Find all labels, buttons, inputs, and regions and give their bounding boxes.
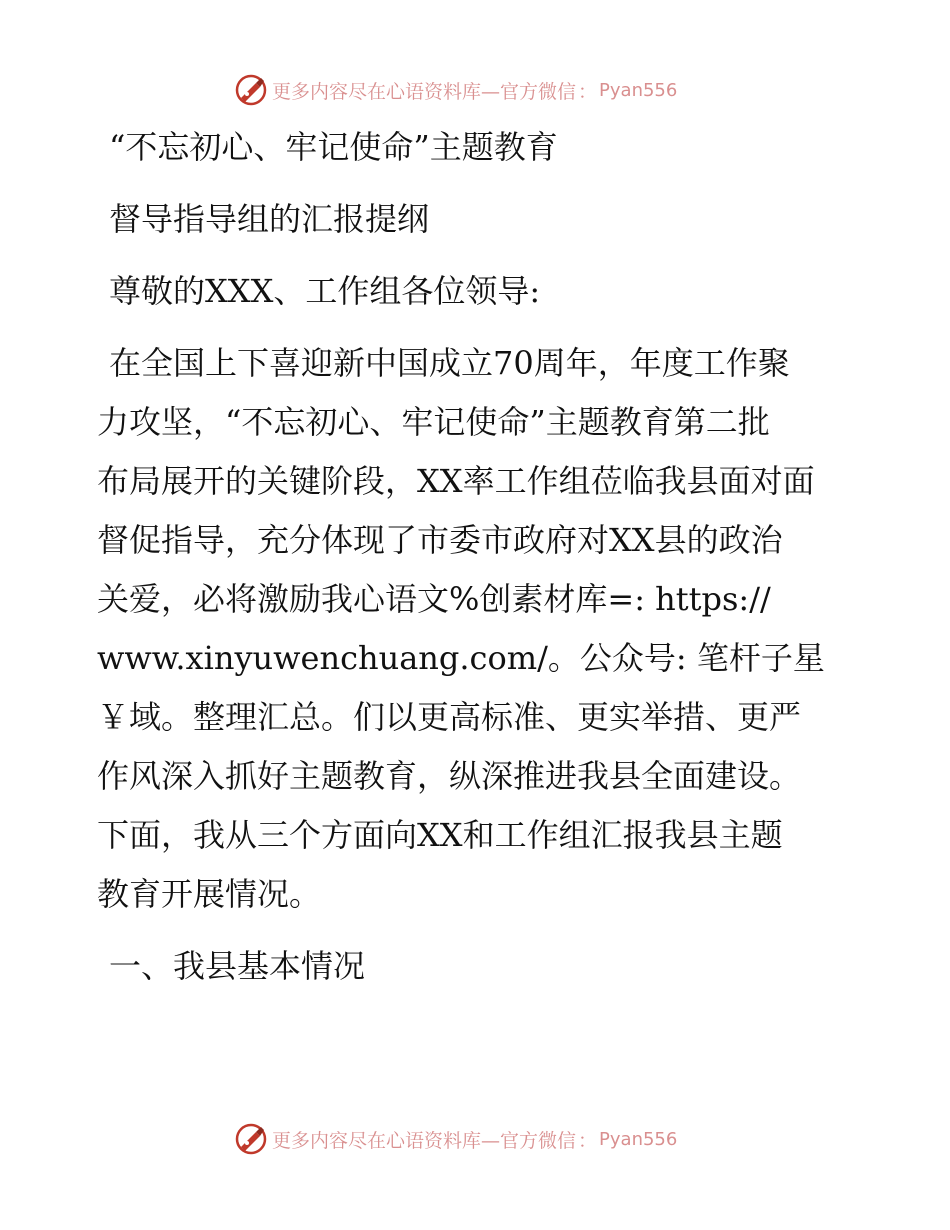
main-paragraph [97,334,867,924]
paragraph-line: 力攻坚，“不忘初心、牢记使命”主题教育第二批 [97,403,770,441]
paragraph-line: 在全国上下喜迎新中国成立70周年，年度工作聚 [109,344,790,382]
pen-nib-logo-icon [234,1122,268,1156]
document-body [97,118,867,996]
paragraph-line: 教育开展情况。 [97,875,322,913]
section-heading: 一、我县基本情况 [109,947,366,985]
paragraph-line: www.xinyuwenchuang.com/。公众号: 笔杆子星 [97,639,825,677]
watermark-colon: ： [578,80,598,103]
watermark-text: 更多内容尽在心语资料库—官方微信 [272,1129,577,1152]
paragraph-line: 下面，我从三个方面向XX和工作组汇报我县主题 [97,816,783,854]
paragraph-line: 作风深入抓好主题教育，纵深推进我县全面建设。 [97,757,802,795]
watermark-colon: ： [578,1129,598,1152]
paragraph-line: 关爱，必将激励我心语文%创素材库=: https:// [97,580,771,618]
footer-watermark [234,1122,677,1156]
header-watermark [234,73,677,107]
watermark-wechat-id: Pyan556 [599,79,678,101]
paragraph-line: ￥域。整理汇总。们以更高标准、更实举措、更严 [97,698,802,736]
title-line-1: “不忘初心、牢记使命”主题教育 [109,128,558,166]
paragraph-line: 布局展开的关键阶段，XX率工作组莅临我县面对面 [97,462,815,500]
watermark-text: 更多内容尽在心语资料库—官方微信 [272,80,577,103]
pen-nib-logo-icon [234,73,268,107]
watermark-wechat-id: Pyan556 [599,1128,678,1150]
salutation: 尊敬的XXX、工作组各位领导: [109,272,541,310]
paragraph-line: 督促指导，充分体现了市委市政府对XX县的政治 [97,521,783,559]
title-line-2: 督导指导组的汇报提纲 [109,200,430,238]
